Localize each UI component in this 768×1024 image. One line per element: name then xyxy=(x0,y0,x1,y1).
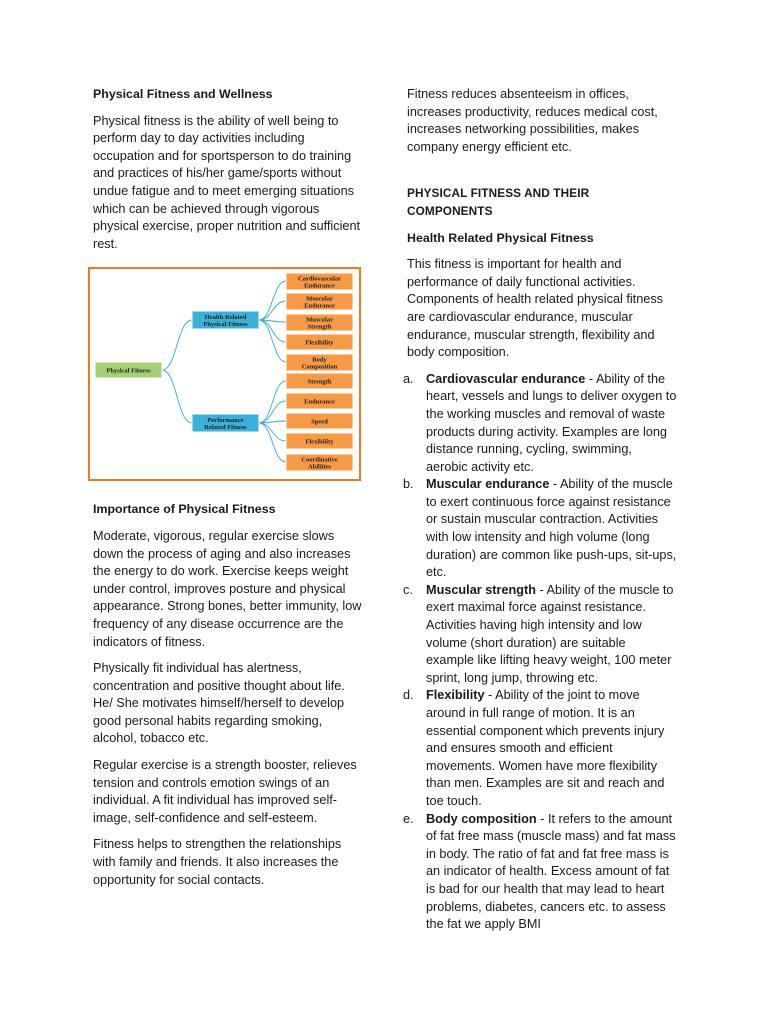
fitness-diagram xyxy=(90,269,359,479)
health-component-node-label: Muscular xyxy=(306,316,333,324)
term: Cardiovascular endurance xyxy=(426,371,586,386)
components-list xyxy=(403,371,677,934)
health-component-node-label: Strength xyxy=(307,323,332,331)
paragraph: Moderate, vigorous, regular exercise slows down the process of aging and also increases the energy to do work. Exercise keeps weight under control, improves posture and physical appearance. Strong bones, better immunity, low frequency of any disease occurrence are the indicators of fitness. xyxy=(93,528,362,649)
list-marker: a. xyxy=(403,371,414,386)
performance-component-node-label: Abilities xyxy=(307,463,332,471)
definition: - Ability of the muscle to exert continuous force against resistance or sustain muscular contraction. Activities with low intensity and high volume (long duration) are common like push-ups, sit-ups, etc. xyxy=(426,477,677,580)
health-component-node-label: Flexibility xyxy=(305,339,334,347)
term: Muscular strength xyxy=(426,582,536,597)
paragraph: Fitness helps to strengthen the relationships with family and friends. It also increases the opportunity for social contacts. xyxy=(93,837,342,887)
connector-line xyxy=(259,281,286,320)
performance-component-node xyxy=(286,433,353,449)
paragraph: Physically fit individual has alertness, concentration and positive thought about life. He/ She motivates himself/herself to develop good personal habits regarding smoking, alcohol, tobacco etc. xyxy=(93,661,345,746)
branch-node-performance xyxy=(192,414,259,432)
health-component-node-label: Composition xyxy=(301,363,338,371)
root-node xyxy=(95,362,162,378)
list-item xyxy=(403,371,677,477)
health-component-node xyxy=(286,293,353,310)
section-heading: Physical Fitness and Wellness xyxy=(93,87,273,101)
paragraph: Regular exercise is a strength booster, relieves tension and controls emotion swings of an individual. A fit individual has improved self-image, self-confidence and self-esteem. xyxy=(93,758,357,825)
branch-node-health-label: Physical Fitness xyxy=(203,321,248,329)
list-marker: b. xyxy=(403,477,414,492)
performance-component-node-label: Endurance xyxy=(304,398,335,406)
health-component-node xyxy=(286,354,353,371)
list-item xyxy=(403,476,677,582)
connector-line xyxy=(259,320,286,342)
connector-line xyxy=(162,370,192,423)
term: Flexibility xyxy=(426,688,485,703)
term: Muscular endurance xyxy=(426,477,550,492)
fitness-diagram-figure xyxy=(88,267,361,481)
health-component-node-label: Endurance xyxy=(304,302,335,310)
definition: - Ability of the muscle to exert maximal force against resistance. Activities having high intensity and low volume (short duration) are suitable example like lifting heavy weight, 100 meter sprint, long jump, throwing etc. xyxy=(426,582,674,685)
performance-component-node-label: Strength xyxy=(307,378,332,386)
branch-node-health-label: Health Related xyxy=(204,314,247,322)
health-component-node xyxy=(286,314,353,331)
list-marker: c. xyxy=(403,582,413,597)
root-node-label: Physical Fitness xyxy=(106,367,151,375)
section-heading-caps: PHYSICAL FITNESS AND THEIR COMPONENTS xyxy=(407,186,590,218)
health-component-node-label: Cardiovascular xyxy=(298,275,341,283)
health-component-node xyxy=(286,273,353,290)
definition: - It refers to the amount of fat free mass (muscle mass) and fat mass in body. The ratio of fat and fat free mass is an indicator of health. Excess amount of fat is bad for our health that may lead to heart problems, diabetes, cancers etc. to assess the fat we apply BMI xyxy=(426,811,676,932)
connector-line xyxy=(259,301,286,320)
performance-component-node xyxy=(286,454,353,471)
section-heading: Importance of Physical Fitness xyxy=(93,502,276,517)
branch-node-performance-label: Related Fitness xyxy=(204,424,247,432)
right-column xyxy=(403,86,677,934)
list-item xyxy=(403,582,677,688)
health-component-node-label: Muscular xyxy=(306,295,333,303)
connector-line xyxy=(162,320,192,370)
performance-component-node-label: Flexibility xyxy=(305,438,334,446)
list-marker: d. xyxy=(403,688,414,703)
list-item xyxy=(403,811,677,934)
health-component-node xyxy=(286,334,353,350)
definition: - Ability of the heart, vessels and lungs to deliver oxygen to the working muscles and removal of waste products during activity. Examples are long distance running, cycling, swimming, aerobic activity etc. xyxy=(426,371,677,474)
paragraph: This fitness is important for health and performance of daily functional activities. Components of health related physical fitness are cardiovascular endurance, muscular endurance, muscular strength, flexibility and body composition. xyxy=(407,257,664,360)
branch-node-performance-label: Performance xyxy=(207,417,244,425)
health-component-node-label: Endurance xyxy=(304,282,335,290)
branch-node-health xyxy=(192,311,259,329)
paragraph: Physical fitness is the ability of well being to perform day to day activities including occupation and for sportsperson to do training and practices of his/her game/sports without undue fatigue and to meet emerging situations which can be achieved through vigorous physical exercise, proper nutrition and sufficient rest. xyxy=(93,113,361,251)
performance-component-node xyxy=(286,373,353,389)
connector-line xyxy=(259,401,286,423)
definition: - Ability of the joint to move around in full range of motion. It is an essential component which prevents injury and ensures smooth and efficient movements. Women have more flexibility than men. Examples are sit and reach and toe touch. xyxy=(426,688,665,808)
term: Body composition xyxy=(426,811,537,826)
performance-component-node-label: Coordinative xyxy=(301,456,338,464)
paragraph: Fitness reduces absenteeism in offices, increases productivity, reduces medical cost, increases networking possibilities, makes company energy efficient etc. xyxy=(407,87,658,154)
health-component-node-label: Body xyxy=(312,356,327,364)
list-marker: e. xyxy=(403,811,414,826)
left-column xyxy=(93,86,365,898)
connector-line xyxy=(259,423,286,441)
performance-component-node xyxy=(286,393,353,409)
performance-component-node-label: Speed xyxy=(311,418,328,426)
connector-line xyxy=(259,423,286,462)
list-item xyxy=(403,687,677,810)
performance-component-node xyxy=(286,413,353,429)
section-heading: Health Related Physical Fitness xyxy=(407,230,594,245)
